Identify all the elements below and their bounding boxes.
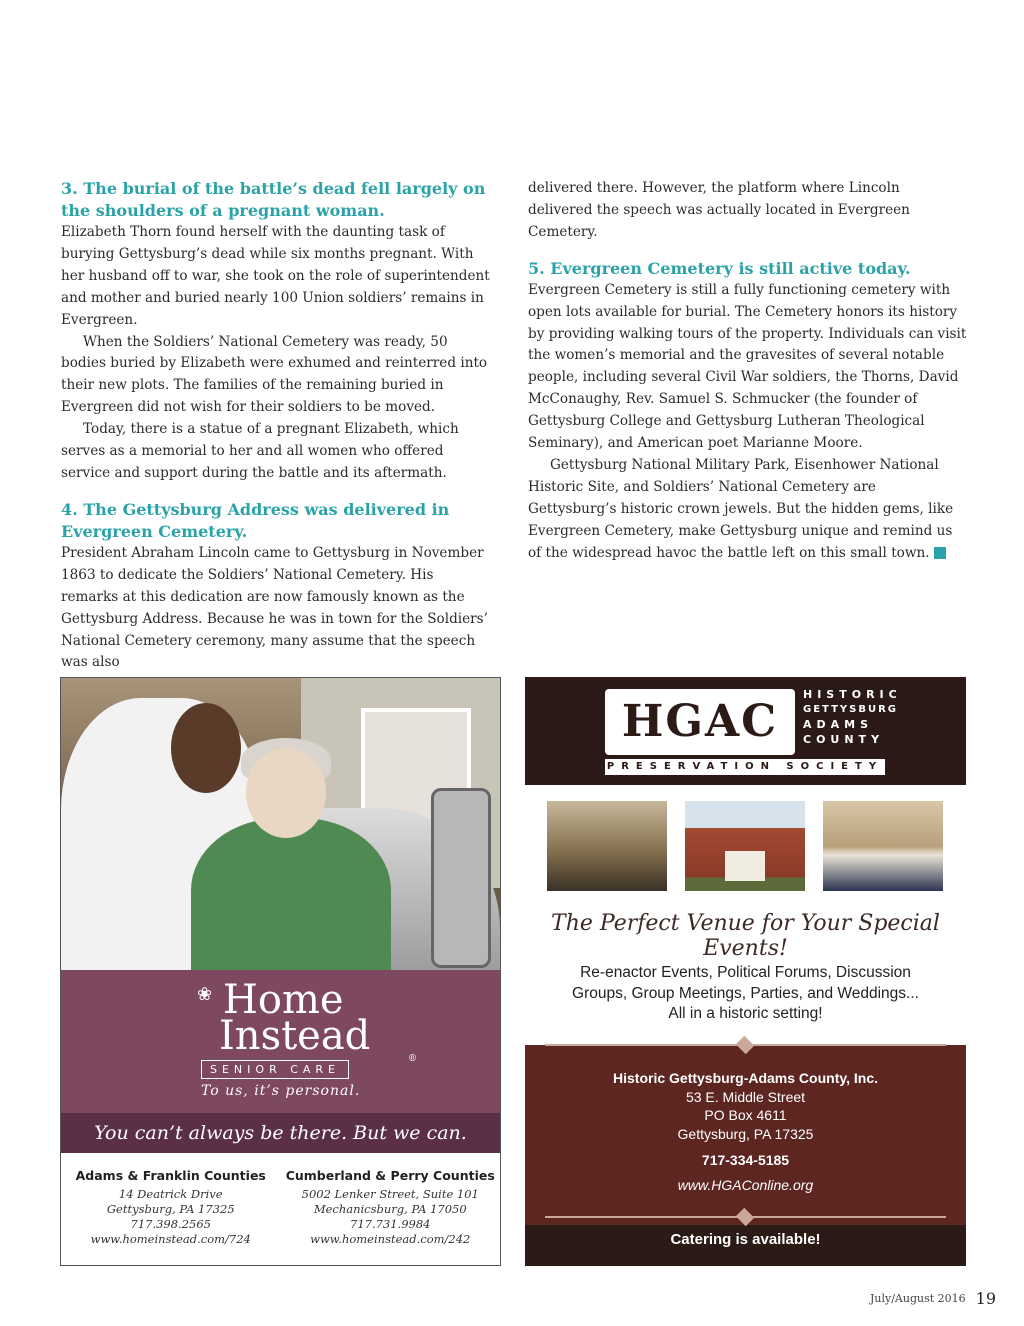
- venue-photo-dining: [823, 801, 943, 891]
- section-5-paragraph-1: Evergreen Cemetery is still a fully functioning cemetery with open lots available for burial. The Cemetery honors its history by providing walking tours of the property. Individuals can visit the women’s memorial and the gravesites of several notable people, including several Civil War soldiers, the Thorns, David McConaughy, Rev. Samuel S. Schmucker (the founder of Gettysburg College and Gettysburg Lutheran Theological Seminary), and American poet Marianne Moore.: [528, 281, 967, 452]
- home-instead-logo-band: [61, 970, 500, 1113]
- section-5-heading: 5. Evergreen Cemetery is still active today.: [528, 258, 911, 278]
- section-4-heading: 4. The Gettysburg Address was delivered in Evergreen Cemetery.: [61, 499, 450, 541]
- photo-senior: [191, 818, 391, 970]
- location-street: 14 Deatrick Drive: [118, 1187, 223, 1201]
- location-street: 5002 Lenker Street, Suite 101: [301, 1187, 479, 1201]
- section-3-paragraph-2: When the Soldiers’ National Cemetery was ready, 50 bodies buried by Elizabeth were exhumed and reinterred into their new plots. The families of the remaining buried in Evergreen did not wish for their soldiers to be moved.: [61, 333, 488, 416]
- senior-care-label: SENIOR CARE: [201, 1060, 349, 1079]
- events-line: Re-enactor Events, Political Forums, Discussion: [580, 964, 911, 981]
- building-doors: [725, 851, 765, 881]
- logo-word-home: Home: [223, 977, 344, 1023]
- section-5-paragraph-2: [528, 455, 968, 565]
- section-5-paragraph-2-text: Gettysburg National Military Park, Eisenhower National Historic Site, and Soldiers’ National Cemetery are Gettysburg’s historic crown jewels. But the hidden gems, like Evergreen Cemetery, make Gettysburg unique and remind us of the widespread havoc the battle left on this small town.: [528, 456, 954, 561]
- catering-note: Catering is available!: [670, 1231, 821, 1248]
- hgac-logo: HGAC: [605, 689, 795, 755]
- hgac-side-line: GETTYSBURG: [803, 704, 899, 715]
- location-heading: Cumberland & Perry Counties: [285, 1168, 495, 1183]
- preservation-society-label: PRESERVATION SOCIETY: [605, 759, 885, 775]
- hgac-logo-side-text: [803, 687, 902, 747]
- article-column-left: [61, 178, 491, 674]
- location-website[interactable]: www.homeinstead.com/724: [90, 1232, 251, 1246]
- hgac-header: [525, 677, 966, 785]
- photo-caregiver-head: [171, 703, 241, 793]
- office-locations: [61, 1168, 500, 1247]
- venue-tagline: The Perfect Venue for Your Special Events!: [551, 911, 940, 961]
- hgac-contact-panel: [525, 1045, 966, 1225]
- location-phone[interactable]: 717.398.2565: [130, 1217, 211, 1231]
- ornament-divider: [525, 1211, 966, 1223]
- hgac-side-line: COUNTY: [803, 733, 885, 746]
- caregiver-photo: [61, 678, 500, 970]
- hgac-side-line: ADAMS: [803, 718, 874, 731]
- ornament-divider: [525, 1039, 966, 1051]
- hgac-side-line: HISTORIC: [803, 688, 902, 701]
- location-cumberland-perry: [281, 1168, 501, 1247]
- end-mark-icon: G: [934, 547, 946, 559]
- article-column-right: [528, 178, 968, 565]
- home-instead-logo: [197, 977, 417, 1099]
- hgac-org-name: Historic Gettysburg-Adams County, Inc.: [613, 1070, 878, 1086]
- section-3-paragraph-1: Elizabeth Thorn found herself with the daunting task of burying Gettysburg’s dead while six months pregnant. With her husband off to war, she took on the role of superintendent and mother and buried nearly 100 Union soldiers’ remains in Evergreen.: [61, 224, 490, 328]
- venue-photo-building: [685, 801, 805, 891]
- home-instead-slogan: You can’t always be there. But we can.: [61, 1113, 500, 1153]
- page-number: 19: [975, 1289, 996, 1308]
- hgac-phone[interactable]: 717-334-5185: [701, 1152, 790, 1168]
- location-adams-franklin: [61, 1168, 281, 1247]
- logo-word-instead: Instead: [219, 1013, 371, 1059]
- location-website[interactable]: www.homeinstead.com/242: [310, 1232, 471, 1246]
- hgac-ad[interactable]: [525, 677, 966, 1266]
- home-instead-ad[interactable]: [60, 677, 501, 1266]
- hgac-website[interactable]: www.HGAConline.org: [677, 1176, 814, 1193]
- photo-car-door: [431, 788, 491, 968]
- logo-wordmark: [201, 977, 401, 1059]
- hgac-street: 53 E. Middle Street: [685, 1088, 806, 1105]
- events-line: All in a historic setting!: [668, 1005, 823, 1022]
- section-4-paragraph-1: President Abraham Lincoln came to Gettysburg in November 1863 to dedicate the Soldiers’ National Cemetery. His remarks at this dedication are now famously known as the Gettysburg Address. Because he was in town for the Soldiers’ National Cemetery ceremony, many assume that the speech was also: [61, 544, 488, 671]
- flower-icon: ❀: [197, 984, 213, 1005]
- venue-photo-interior: [547, 801, 667, 891]
- registered-mark: ®: [408, 1054, 417, 1064]
- location-phone[interactable]: 717.731.9984: [350, 1217, 431, 1231]
- hgac-city: Gettysburg, PA 17325: [677, 1125, 814, 1142]
- events-line: Groups, Group Meetings, Parties, and Weddings...: [572, 984, 919, 1002]
- hgac-venue-panel: [525, 785, 966, 1045]
- location-city: Gettysburg, PA 17325: [106, 1202, 235, 1216]
- hgac-address: [525, 1069, 966, 1194]
- location-heading: Adams & Franklin Counties: [75, 1168, 266, 1183]
- hgac-po-box: PO Box 4611: [704, 1107, 787, 1123]
- page-folio: [870, 1288, 996, 1308]
- issue-date: July/August 2016: [869, 1292, 966, 1305]
- events-description: [545, 963, 946, 1025]
- section-3-paragraph-3: Today, there is a statue of a pregnant Elizabeth, which serves as a memorial to her and all women who offered service and support during the battle and its aftermath.: [61, 421, 459, 481]
- section-4-paragraph-continued: delivered there. However, the platform where Lincoln delivered the speech was actually located in Evergreen Cemetery.: [528, 180, 910, 240]
- section-3-heading: 3. The burial of the battle’s dead fell largely on the shoulders of a pregnant woman.: [61, 179, 486, 220]
- home-instead-tagline: To us, it’s personal.: [201, 1083, 361, 1099]
- photo-senior-head: [246, 748, 326, 838]
- location-city: Mechanicsburg, PA 17050: [313, 1202, 467, 1216]
